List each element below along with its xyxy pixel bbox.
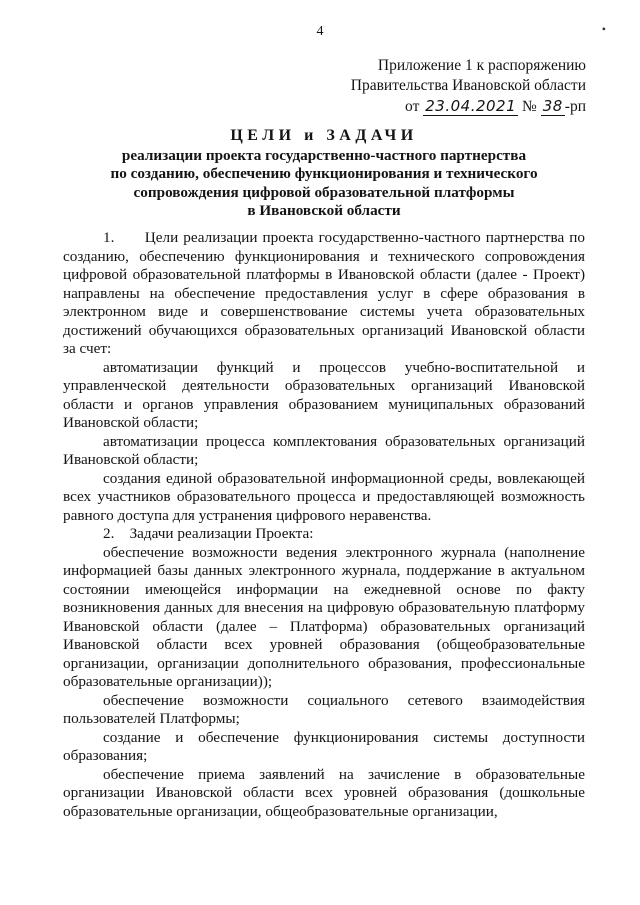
date-prefix: от <box>405 98 420 115</box>
title-line-4: в Ивановской области <box>247 202 401 219</box>
scan-mark: • <box>601 22 606 36</box>
appendix-header <box>351 56 586 117</box>
date-value: 23.04.2021 <box>425 97 517 115</box>
paragraph-item: создания единой образовательной информационной среды, вовлекающей всех участников образовательного процесса и предоставляющей возможность равного доступа для устранения цифрового неравенства. <box>63 469 585 524</box>
paragraph-goals: 1. Цели реализации проекта государственно-частного партнерства по созданию, обеспечению функционирования и технического сопровождения цифровой образовательной платформы в Ивановской области (далее - Проект) направлены на обеспечение предоставления услуг в сфере образования в электронном виде и совершенствование системы учета образовательных достижений обучающихся образовательных организаций Ивановской области за счет: <box>63 229 585 357</box>
paragraph-item: автоматизации функций и процессов учебно-воспитательной и управленческой деятельности образовательных организаций Ивановской области и органов управления образованием муниципальных образований Ивановской области; <box>63 358 585 431</box>
appendix-line-1: Приложение 1 к распоряжению <box>377 57 586 74</box>
appendix-date-line <box>351 96 586 117</box>
title-line-2: по созданию, обеспечению функционирования и технического <box>110 165 538 182</box>
paragraph-item: обеспечение возможности ведения электронного журнала (наполнение информацией базы данных электронного журнала, поддержание в актуальном состоянии имеющейся информации на ежедневной основе по факту возникновения данных для внесения на цифровую образовательную платформу Ивановской области (далее – Платформа) образовательных организаций Ивановской области всех уровней образования (общеобразовательные организации, организации дополнительного образования, профессиональные образовательные организации)); <box>63 543 585 690</box>
paragraph-item: обеспечение приема заявлений на зачисление в образовательные организации Ивановской области всех уровней образования (дошкольные образовательные организации, общеобразовательные организации, <box>63 765 585 820</box>
title-main: ЦЕЛИ и ЗАДАЧИ <box>230 127 418 144</box>
title-line-1: реализации проекта государственно-частного партнерства <box>121 146 527 164</box>
paragraph-tasks: 2. Задачи реализации Проекта: <box>103 525 314 542</box>
paragraph-item: обеспечение возможности социального сетевого взаимодействия пользователей Платформы; <box>63 691 585 727</box>
appendix-line-2: Правительства Ивановской области <box>350 77 586 94</box>
number-prefix: № <box>522 98 537 115</box>
number-value: 38 <box>542 97 563 115</box>
number-suffix: -рп <box>564 98 586 115</box>
paragraph-item: автоматизации процесса комплектования образовательных организаций Ивановской области; <box>63 432 585 468</box>
paragraph-item: создание и обеспечение функционирования системы доступности образования; <box>63 728 585 764</box>
document-body <box>63 229 585 821</box>
title-line-3: сопровождения цифровой образовательной платформы <box>133 183 515 201</box>
page-number: 4 <box>316 24 324 39</box>
document-title <box>60 127 588 221</box>
